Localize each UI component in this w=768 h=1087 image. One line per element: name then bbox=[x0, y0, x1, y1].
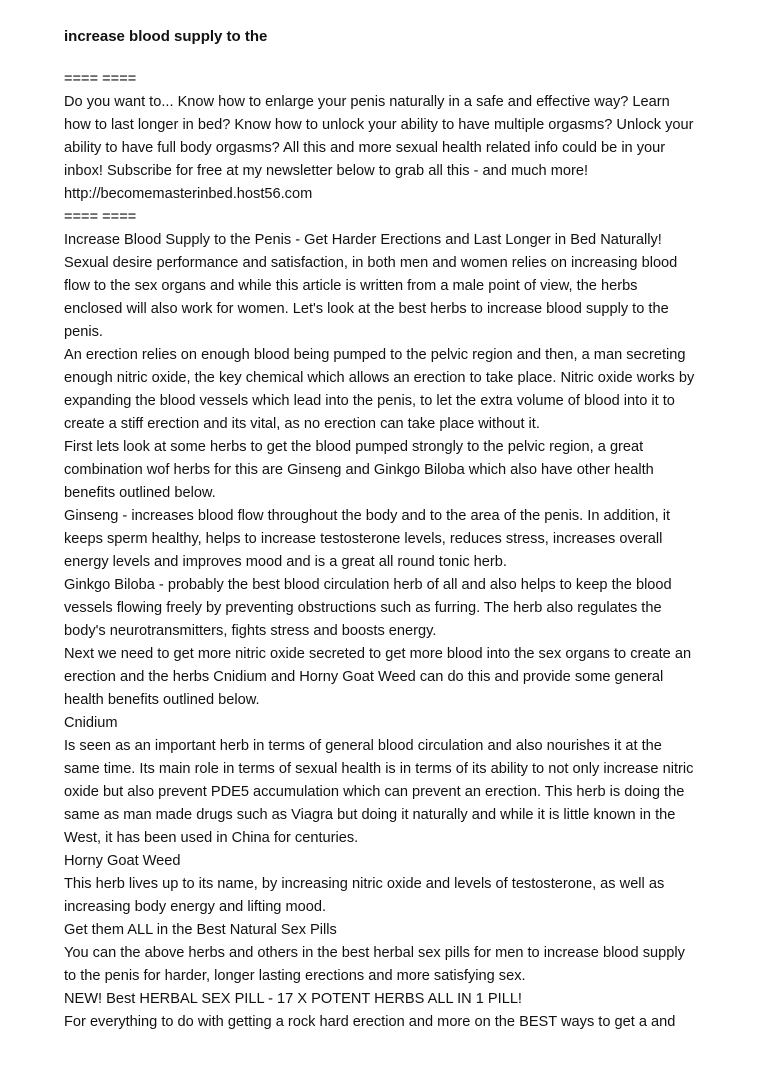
body-line: An erection relies on enough blood being pumped to the pelvic region and then, a man secreting bbox=[64, 347, 686, 363]
body-line: This herb lives up to its name, by increasing nitric oxide and levels of testosterone, as well as bbox=[64, 876, 665, 892]
body-line: Ginseng - increases blood flow throughout the body and to the area of the penis. In addition, it bbox=[64, 508, 671, 524]
document-body bbox=[64, 68, 754, 1034]
body-line: to the penis for harder, longer lasting erections and more satisfying sex. bbox=[64, 968, 526, 984]
document-page bbox=[64, 26, 754, 1034]
body-line: You can the above herbs and others in the best herbal sex pills for men to increase blood supply bbox=[64, 945, 685, 961]
newsletter-url: http://becomemasterinbed.host56.com bbox=[64, 186, 313, 202]
section-heading-best-pills: Get them ALL in the Best Natural Sex Pills bbox=[64, 922, 337, 938]
body-line: vessels flowing freely by preventing obstructions such as furring. The herb also regulates the bbox=[64, 600, 662, 616]
body-line: erection and the herbs Cnidium and Horny Goat Weed can do this and provide some general bbox=[64, 669, 664, 685]
body-line: penis. bbox=[64, 324, 103, 340]
body-line: Ginkgo Biloba - probably the best blood circulation herb of all and also helps to keep the blood bbox=[64, 577, 672, 593]
body-line: flow to the sex organs and while this article is written from a male point of view, the herbs bbox=[64, 278, 638, 294]
body-line: Is seen as an important herb in terms of general blood circulation and also nourishes it at the bbox=[64, 738, 662, 754]
body-line: energy levels and improves mood and is a great all round tonic herb. bbox=[64, 554, 507, 570]
body-line: For everything to do with getting a rock hard erection and more on the BEST ways to get a and bbox=[64, 1014, 676, 1030]
body-line: benefits outlined below. bbox=[64, 485, 216, 501]
body-line: oxide but also prevent PDE5 accumulation which can prevent an erection. This herb is doing the bbox=[64, 784, 685, 800]
body-line: inbox! Subscribe for free at my newsletter below to grab all this - and much more! bbox=[64, 163, 588, 179]
section-heading-cnidium: Cnidium bbox=[64, 715, 118, 731]
body-line: Sexual desire performance and satisfaction, in both men and women relies on increasing blood bbox=[64, 255, 678, 271]
promo-line: NEW! Best HERBAL SEX PILL - 17 X POTENT HERBS ALL IN 1 PILL! bbox=[64, 991, 522, 1007]
article-headline: Increase Blood Supply to the Penis - Get Harder Erections and Last Longer in Bed Naturally! bbox=[64, 232, 662, 248]
body-line: Next we need to get more nitric oxide secreted to get more blood into the sex organs to create an bbox=[64, 646, 692, 662]
separator: ==== ==== bbox=[64, 71, 137, 87]
body-line: ability to have full body orgasms? All this and more sexual health related info could be in your bbox=[64, 140, 666, 156]
body-line: keeps sperm healthy, helps to increase testosterone levels, reduces stress, increases overall bbox=[64, 531, 663, 547]
body-line: First lets look at some herbs to get the blood pumped strongly to the pelvic region, a great bbox=[64, 439, 644, 455]
body-line: increasing body energy and lifting mood. bbox=[64, 899, 327, 915]
document-title: increase blood supply to the bbox=[64, 28, 268, 45]
body-line: same as man made drugs such as Viagra but doing it naturally and while it is little known in the bbox=[64, 807, 676, 823]
separator: ==== ==== bbox=[64, 209, 137, 225]
body-line: create a stiff erection and its vital, as no erection can take place without it. bbox=[64, 416, 540, 432]
body-line: combination wof herbs for this are Ginseng and Ginkgo Biloba which also have other health bbox=[64, 462, 654, 478]
body-line: enough nitric oxide, the key chemical which allows an erection to take place. Nitric oxide works by bbox=[64, 370, 695, 386]
body-line: body's neurotransmitters, fights stress and boosts energy. bbox=[64, 623, 437, 639]
body-line: expanding the blood vessels which lead into the penis, to let the extra volume of blood into it to bbox=[64, 393, 675, 409]
body-line: Do you want to... Know how to enlarge your penis naturally in a safe and effective way? Learn bbox=[64, 94, 670, 110]
body-line: same time. Its main role in terms of sexual health is in terms of its ability to not only increase nitric bbox=[64, 761, 694, 777]
section-heading-horny-goat-weed: Horny Goat Weed bbox=[64, 853, 181, 869]
body-line: enclosed will also work for women. Let's look at the best herbs to increase blood supply to the bbox=[64, 301, 669, 317]
body-line: how to last longer in bed? Know how to unlock your ability to have multiple orgasms? Unlock your bbox=[64, 117, 694, 133]
body-line: health benefits outlined below. bbox=[64, 692, 260, 708]
body-line: West, it has been used in China for centuries. bbox=[64, 830, 359, 846]
